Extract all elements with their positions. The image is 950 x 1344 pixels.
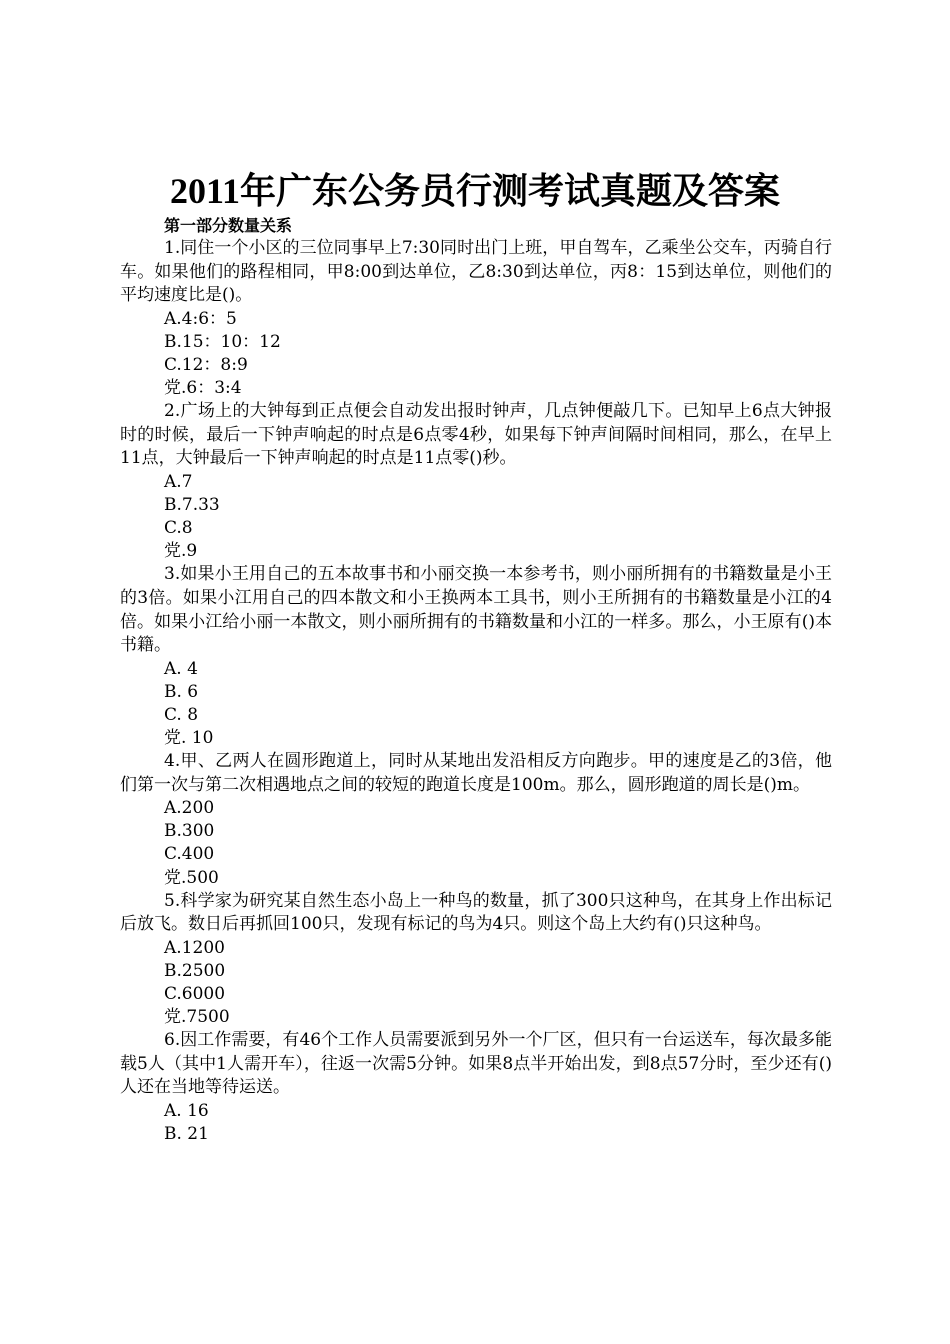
answer-option: C. 8 [164,704,199,725]
answer-option: B.300 [164,821,215,842]
answer-option: B. 6 [164,681,199,702]
document-title: 2011年广东公务员行测考试真题及答案 [169,171,780,211]
answer-option: B. 21 [164,1124,209,1145]
answer-option: 党.6：3:4 [164,378,242,399]
answer-option: 党.500 [164,867,219,888]
question-block [120,400,832,563]
section-heading: 第一部分数量关系 [164,216,293,235]
document-body [120,214,832,1146]
answer-option: A. 16 [164,1100,209,1121]
answer-option: C.12：8:9 [164,354,248,375]
answer-option: 党.7500 [164,1007,230,1028]
answer-option: B.7.33 [164,495,220,516]
question-block [120,750,832,890]
question-text: 5.科学家为研究某自然生态小岛上一种鸟的数量，抓了300只这种鸟，在其身上作出标记后放飞。数日后再抓回100只，发现有标记的鸟为4只。则这个岛上大约有()只这种鸟。 [120,890,832,935]
question-block [120,563,832,750]
answer-option: B.15：10：12 [164,331,281,352]
question-text: 2.广场上的大钟每到正点便会自动发出报时钟声，几点钟便敲几下。已知早上6点大钟报时的时候，最后一下钟声响起的时点是6点零4秒，如果每下钟声间隔时间相同，那么，在早上11点，大钟最后一下钟声响起的时点是11点零()秒。 [120,401,832,469]
question-block [120,237,832,400]
question-text: 1.同住一个小区的三位同事早上7:30同时出门上班，甲自驾车，乙乘坐公交车，丙骑自行车。如果他们的路程相同，甲8:00到达单位，乙8:30到达单位，丙8：15到达单位，则他们的平均速度比是()。 [120,238,832,306]
answer-option: A.4:6：5 [164,308,237,329]
answer-option: C.8 [164,518,193,539]
answer-option: 党. 10 [164,727,214,748]
answer-option: A.7 [164,471,193,492]
question-block [120,1029,832,1146]
answer-option: C.6000 [164,984,226,1004]
question-block [120,890,832,1030]
answer-option: C.400 [164,844,215,865]
question-text: 6.因工作需要，有46个工作人员需要派到另外一个厂区，但只有一台运送车，每次最多能载5人（其中1人需开车），往返一次需5分钟。如果8点半开始出发，到8点57分时，至少还有()人还在当地等待运送。 [120,1030,832,1098]
answer-option: A. 4 [164,658,198,679]
answer-option: 党.9 [164,541,198,562]
question-text: 3.如果小王用自己的五本故事书和小丽交换一本参考书，则小丽所拥有的书籍数量是小王的3倍。如果小江用自己的四本散文和小王换两本工具书，则小王所拥有的书籍数量是小江的4倍。如果小江给小丽一本散文，则小丽所拥有的书籍数量和小江的一样多。那么，小王原有()本书籍。 [120,564,832,656]
answer-option: A.200 [164,798,215,819]
answer-option: A.1200 [164,937,225,958]
answer-option: B.2500 [164,960,226,981]
question-text: 4.甲、乙两人在圆形跑道上，同时从某地出发沿相反方向跑步。甲的速度是乙的3倍，他们第一次与第二次相遇地点之间的较短的跑道长度是100m。那么，圆形跑道的周长是()m。 [120,751,832,795]
